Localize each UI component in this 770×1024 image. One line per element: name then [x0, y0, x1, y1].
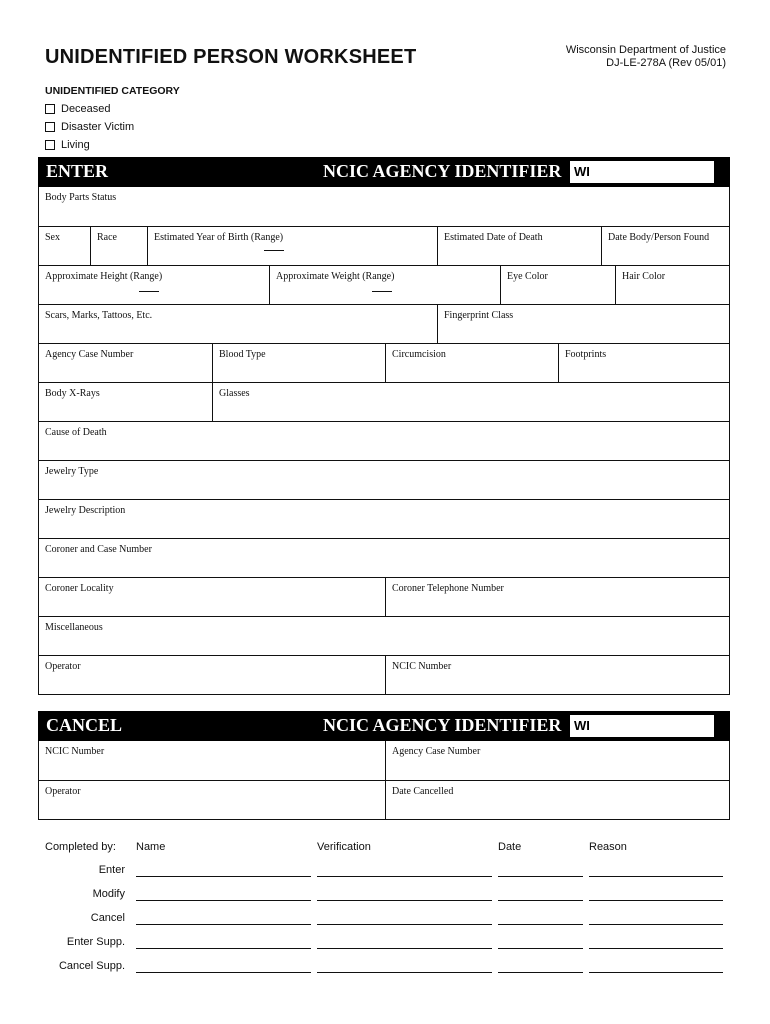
verification-signature-line[interactable]	[317, 900, 492, 901]
row-jewelry-description	[39, 499, 729, 538]
name-signature-line[interactable]	[136, 900, 311, 901]
row-cancel-operator	[39, 780, 729, 819]
cancel-header-bar	[38, 711, 730, 741]
field-hair-color[interactable]: Hair Color	[615, 266, 729, 304]
field-agency-case-number[interactable]: Agency Case Number	[45, 349, 134, 360]
column-reason: Reason	[589, 841, 627, 853]
field-circumcision[interactable]: Circumcision	[385, 344, 558, 382]
field-cancel-operator[interactable]: Operator	[45, 786, 81, 797]
checkbox-living[interactable]	[45, 139, 90, 151]
cancel-label: CANCEL	[46, 715, 123, 735]
completed-row-label: Enter Supp.	[66, 936, 125, 948]
range-dash	[372, 291, 392, 292]
completed-row-label: Modify	[92, 888, 125, 900]
date-signature-line[interactable]	[498, 972, 583, 973]
range-dash	[139, 291, 159, 292]
ncic-agency-identifier-label: NCIC AGENCY IDENTIFIER	[323, 161, 562, 181]
column-date: Date	[498, 841, 522, 853]
field-jewelry-description[interactable]: Jewelry Description	[45, 505, 126, 516]
field-cause-of-death[interactable]: Cause of Death	[45, 427, 107, 438]
field-scars-marks-tattoos[interactable]: Scars, Marks, Tattoos, Etc.	[45, 310, 153, 321]
row-agency-case	[39, 343, 729, 382]
field-date-body-found[interactable]: Date Body/Person Found	[601, 227, 729, 265]
field-operator[interactable]: Operator	[45, 661, 81, 672]
field-body-parts-status[interactable]: Body Parts Status	[45, 192, 117, 203]
row-xrays	[39, 382, 729, 421]
field-fingerprint-class[interactable]: Fingerprint Class	[437, 305, 729, 343]
row-operator	[39, 655, 729, 694]
enter-header-bar	[38, 157, 730, 187]
field-miscellaneous[interactable]: Miscellaneous	[45, 622, 103, 633]
verification-signature-line[interactable]	[317, 876, 492, 877]
verification-signature-line[interactable]	[317, 924, 492, 925]
verification-signature-line[interactable]	[317, 948, 492, 949]
reason-signature-line[interactable]	[589, 876, 723, 877]
field-glasses[interactable]: Glasses	[212, 383, 729, 421]
row-cancel-ncic	[39, 741, 729, 780]
reason-signature-line[interactable]	[589, 948, 723, 949]
agency-info	[566, 44, 726, 70]
date-signature-line[interactable]	[498, 876, 583, 877]
field-race[interactable]: Race	[90, 227, 147, 265]
form-title: UNIDENTIFIED PERSON WORKSHEET	[45, 46, 417, 68]
reason-signature-line[interactable]	[589, 900, 723, 901]
completed-row-label: Cancel Supp.	[58, 960, 125, 972]
field-date-cancelled[interactable]: Date Cancelled	[385, 781, 729, 819]
row-cause-of-death	[39, 421, 729, 460]
field-body-x-rays[interactable]: Body X-Rays	[45, 388, 100, 399]
row-coroner-locality	[39, 577, 729, 616]
row-height-weight	[39, 265, 729, 304]
field-approximate-weight[interactable]: Approximate Weight (Range)	[269, 266, 500, 304]
field-approximate-height[interactable]: Approximate Height (Range)	[45, 271, 163, 282]
checkbox-label: Deceased	[61, 103, 111, 115]
field-jewelry-type[interactable]: Jewelry Type	[45, 466, 99, 477]
row-scars	[39, 304, 729, 343]
row-body-parts	[39, 187, 729, 226]
field-coroner-telephone[interactable]: Coroner Telephone Number	[385, 578, 729, 616]
row-miscellaneous	[39, 616, 729, 655]
reason-signature-line[interactable]	[589, 972, 723, 973]
row-jewelry-type	[39, 460, 729, 499]
field-cancel-ncic-number[interactable]: NCIC Number	[45, 746, 105, 757]
cancel-grid	[38, 741, 730, 820]
field-ncic-number[interactable]: NCIC Number	[385, 656, 729, 694]
form-number: DJ-LE-278A (Rev 05/01)	[606, 57, 726, 69]
verification-signature-line[interactable]	[317, 972, 492, 973]
date-signature-line[interactable]	[498, 900, 583, 901]
completed-by-label: Completed by:	[45, 841, 116, 853]
field-cancel-agency-case-number[interactable]: Agency Case Number	[385, 741, 729, 780]
reason-signature-line[interactable]	[589, 924, 723, 925]
date-signature-line[interactable]	[498, 924, 583, 925]
field-estimated-year-of-birth[interactable]: Estimated Year of Birth (Range)	[147, 227, 437, 265]
name-signature-line[interactable]	[136, 876, 311, 877]
checkbox-label: Living	[61, 139, 90, 151]
field-eye-color[interactable]: Eye Color	[500, 266, 615, 304]
row-coroner-case	[39, 538, 729, 577]
field-footprints[interactable]: Footprints	[558, 344, 729, 382]
enter-grid	[38, 187, 730, 695]
field-sex[interactable]: Sex	[45, 232, 60, 243]
checkbox-deceased[interactable]	[45, 103, 111, 115]
category-heading: UNIDENTIFIED CATEGORY	[45, 85, 180, 97]
column-name: Name	[136, 841, 166, 853]
row-sex-race	[39, 226, 729, 265]
name-signature-line[interactable]	[136, 948, 311, 949]
column-verification: Verification	[317, 841, 371, 853]
field-coroner-locality[interactable]: Coroner Locality	[45, 583, 114, 594]
name-signature-line[interactable]	[136, 924, 311, 925]
checkbox-square-icon[interactable]	[45, 122, 55, 132]
ncic-agency-identifier-field[interactable]: WI	[570, 161, 714, 183]
checkbox-label: Disaster Victim	[61, 121, 135, 133]
completed-row-label: Cancel	[90, 912, 125, 924]
checkbox-square-icon[interactable]	[45, 140, 55, 150]
name-signature-line[interactable]	[136, 972, 311, 973]
agency-name: Wisconsin Department of Justice	[565, 44, 726, 56]
field-coroner-case-number[interactable]: Coroner and Case Number	[45, 544, 152, 555]
completed-row-label: Enter	[98, 864, 125, 876]
ncic-agency-identifier-field[interactable]: WI	[570, 715, 714, 737]
range-dash	[264, 250, 284, 251]
enter-label: ENTER	[46, 161, 109, 181]
field-blood-type[interactable]: Blood Type	[212, 344, 385, 382]
checkbox-disaster-victim[interactable]	[45, 121, 134, 133]
date-signature-line[interactable]	[498, 948, 583, 949]
field-estimated-date-of-death[interactable]: Estimated Date of Death	[437, 227, 601, 265]
ncic-agency-identifier-label: NCIC AGENCY IDENTIFIER	[323, 715, 562, 735]
checkbox-square-icon[interactable]	[45, 104, 55, 114]
